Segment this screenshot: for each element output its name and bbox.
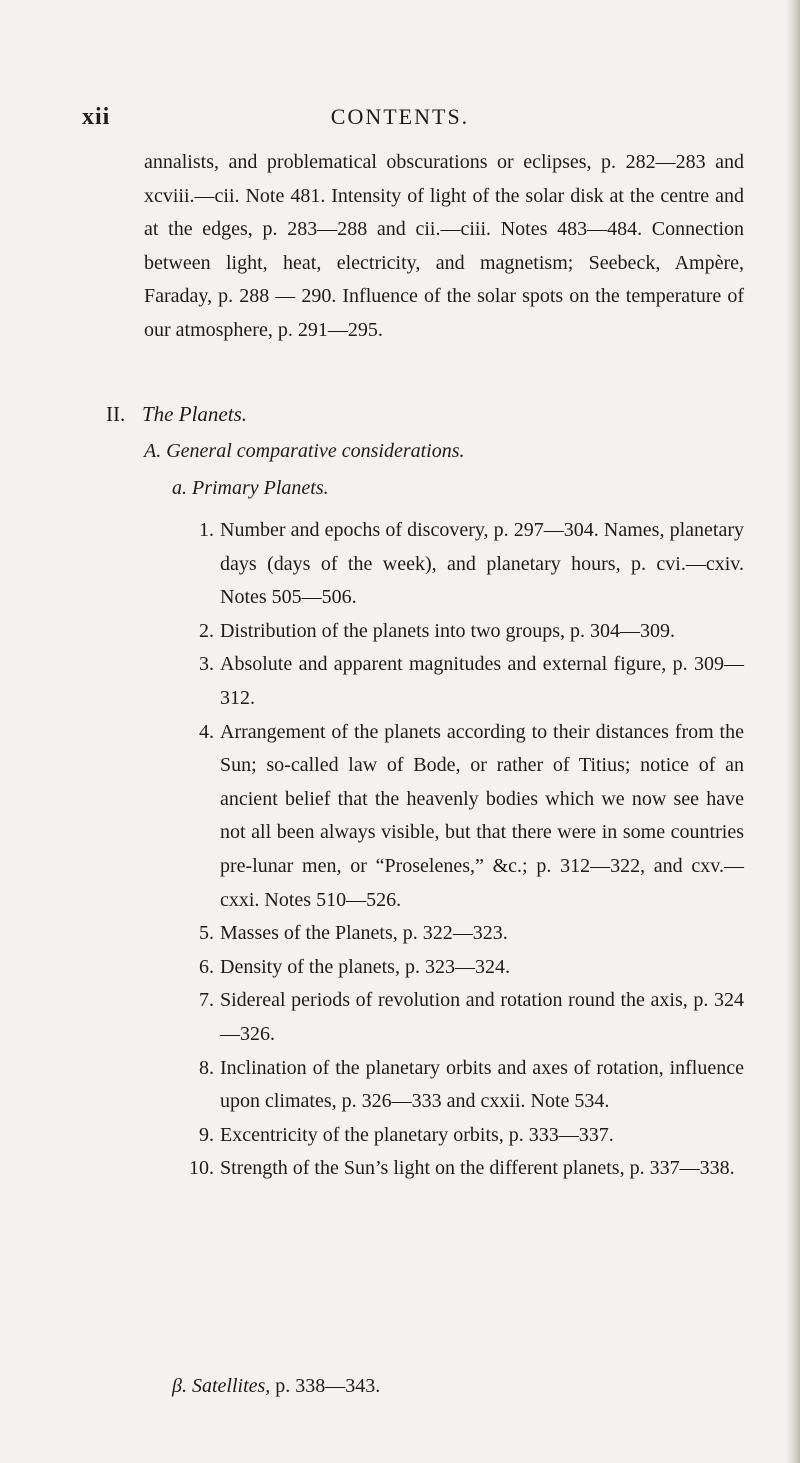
item-number: 6. [199, 955, 214, 978]
item-text: Density of the planets, p. 323—324. [220, 955, 510, 978]
list-item [178, 615, 744, 649]
page-header [0, 104, 800, 144]
running-title: CONTENTS. [330, 104, 470, 129]
item-number: 8. [199, 1056, 214, 1079]
intro-paragraph: annalists, and problematical obscurations or eclipses, p. 282—283 and xcviii.—cii. Note 481. Intensity of light of the solar disk at the centre and at the edges, p. 283—288 and cii.—ciii. Notes 483—484. Connection between light, heat, electricity, and magnetism; Seebeck, Ampère, Faraday, p. 288 — 290. Influence of the solar spots on the temperature of our atmosphere, p. 291—295. [144, 151, 744, 341]
page-edge-shadow [786, 0, 800, 1463]
item-text: Masses of the Planets, p. 322—323. [220, 922, 508, 945]
item-number: 10. [189, 1157, 214, 1180]
item-number: 9. [199, 1123, 214, 1146]
satellites-title: Satellites, [191, 1375, 271, 1397]
item-text: Distribution of the planets into two groups, p. 304—309. [220, 619, 675, 642]
item-text: Excentricity of the planetary orbits, p. 333—337. [220, 1123, 614, 1146]
subsection-heading: A. General comparative considerations. [144, 440, 465, 462]
list-item [178, 1119, 744, 1153]
item-number: 2. [199, 619, 214, 642]
subsubsection-heading: a. Primary Planets. [172, 477, 329, 499]
item-number: 7. [199, 989, 214, 1012]
contents-list [178, 514, 744, 1186]
item-text: Inclination of the planetary orbits and axes of rotation, influence upon climates, p. 326—333 and cxxii. Note 534. [220, 1056, 744, 1113]
page-number: xii [82, 104, 111, 130]
list-item [178, 984, 744, 1051]
list-item [178, 1152, 744, 1186]
item-text: Sidereal periods of revolution and rotation round the axis, p. 324—326. [220, 989, 744, 1045]
item-number: 4. [199, 720, 214, 743]
item-text: Number and epochs of discovery, p. 297—304. Names, planetary days (days of the week), and planetary hours, p. cvi.—cxiv. Notes 505—506. [220, 519, 744, 609]
list-item [178, 514, 744, 615]
list-item [178, 1052, 744, 1119]
list-item [178, 951, 744, 985]
item-text: Strength of the Sun’s light on the different planets, p. 337—338. [220, 1157, 735, 1180]
satellites-heading [172, 1375, 380, 1398]
item-text: Arrangement of the planets according to their distances from the Sun; so-called law of Bode, or rather of Titius; notice of an ancient belief that the heavenly bodies which we now see have not all been always visible, but that there were in some countries pre-lunar men, or “Proselenes,” &c.; p. 312—322, and cxv.—cxxi. Notes 510—526. [220, 720, 744, 911]
list-item [178, 716, 744, 918]
section-title: The Planets. [142, 402, 247, 426]
item-number: 5. [199, 922, 214, 945]
section-number: II. [106, 402, 126, 426]
list-item [178, 648, 744, 715]
satellites-pages: p. 338—343. [275, 1375, 381, 1397]
item-number: 1. [199, 519, 214, 541]
list-item [178, 917, 744, 951]
item-text: Absolute and apparent magnitudes and external figure, p. 309—312. [220, 653, 744, 709]
satellites-letter: β. [172, 1375, 187, 1397]
item-number: 3. [199, 653, 214, 676]
section-heading [106, 402, 247, 427]
